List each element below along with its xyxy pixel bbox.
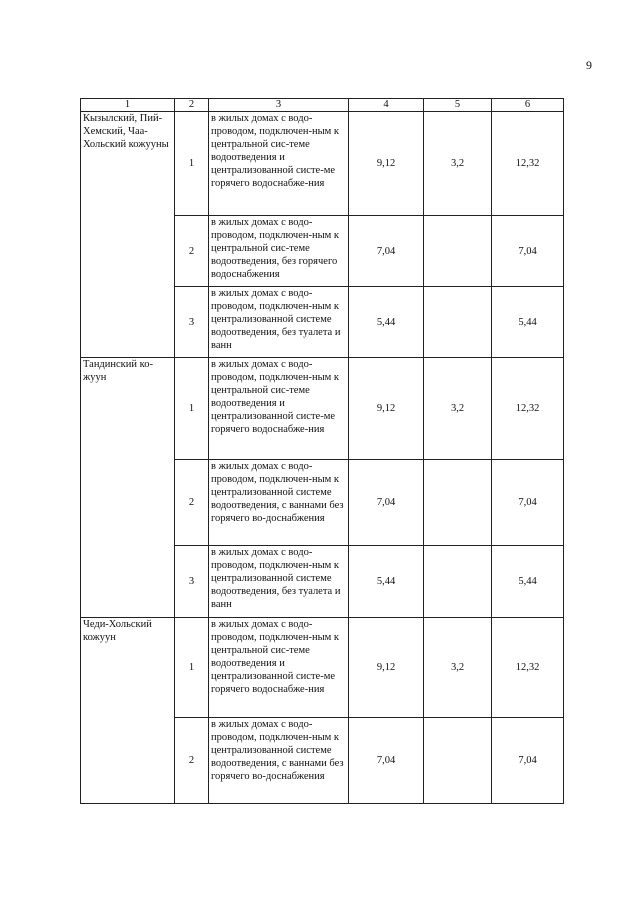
row-number: 1 [175, 618, 209, 718]
value-col6: 7,04 [492, 718, 564, 804]
value-col4: 5,44 [349, 546, 424, 618]
value-col4: 5,44 [349, 287, 424, 358]
col-header-2: 2 [175, 99, 209, 112]
row-number: 2 [175, 718, 209, 804]
value-col4: 7,04 [349, 460, 424, 546]
tariff-table [80, 98, 564, 804]
region-cell: Тандинский ко-жуун [81, 358, 175, 618]
row-number: 3 [175, 546, 209, 618]
value-col6: 12,32 [492, 618, 564, 718]
table-row [81, 112, 564, 216]
value-col4: 9,12 [349, 358, 424, 460]
value-col4: 7,04 [349, 216, 424, 287]
value-col6: 5,44 [492, 546, 564, 618]
value-col6: 5,44 [492, 287, 564, 358]
value-col5 [424, 718, 492, 804]
row-number: 1 [175, 112, 209, 216]
region-cell: Кызылский, Пий-Хемский, Чаа-Хольский кожууны [81, 112, 175, 358]
value-col6: 12,32 [492, 358, 564, 460]
page-number: 9 [586, 58, 592, 72]
col-header-4: 4 [349, 99, 424, 112]
col-header-6: 6 [492, 99, 564, 112]
col-header-5: 5 [424, 99, 492, 112]
table-row [81, 618, 564, 718]
value-col5 [424, 216, 492, 287]
value-col6: 7,04 [492, 216, 564, 287]
value-col6: 7,04 [492, 460, 564, 546]
value-col4: 9,12 [349, 112, 424, 216]
table-row [81, 358, 564, 460]
row-description: в жилых домах с водо-проводом, подключен-ным к центральной сис-теме водоотведения и централизованной систе-ме горячего водоснабже-ния [209, 112, 349, 216]
row-description: в жилых домах с водо-проводом, подключен-ным к централизованной системе водоотведения, без туалета и ванн [209, 546, 349, 618]
row-number: 3 [175, 287, 209, 358]
value-col6: 12,32 [492, 112, 564, 216]
value-col5: 3,2 [424, 358, 492, 460]
row-number: 2 [175, 216, 209, 287]
row-number: 1 [175, 358, 209, 460]
value-col4: 7,04 [349, 718, 424, 804]
region-cell: Чеди-Хольский кожуун [81, 618, 175, 804]
value-col5 [424, 546, 492, 618]
value-col5: 3,2 [424, 618, 492, 718]
row-description: в жилых домах с водо-проводом, подключен-ным к централизованной системе водоотведения, без туалета и ванн [209, 287, 349, 358]
row-description: в жилых домах с водо-проводом, подключен-ным к централизованной системе водоотведения, с ваннами без горячего во-доснабжения [209, 460, 349, 546]
value-col5 [424, 287, 492, 358]
value-col5: 3,2 [424, 112, 492, 216]
value-col4: 9,12 [349, 618, 424, 718]
header-row [81, 99, 564, 112]
row-description: в жилых домах с водо-проводом, подключен-ным к центральной сис-теме водоотведения, без горячего водоснабжения [209, 216, 349, 287]
row-description: в жилых домах с водо-проводом, подключен-ным к централизованной системе водоотведения, с ваннами без горячего во-доснабжения [209, 718, 349, 804]
row-number: 2 [175, 460, 209, 546]
row-description: в жилых домах с водо-проводом, подключен-ным к центральной сис-теме водоотведения и централизованной систе-ме горячего водоснабже-ния [209, 358, 349, 460]
col-header-1: 1 [81, 99, 175, 112]
row-description: в жилых домах с водо-проводом, подключен-ным к центральной сис-теме водоотведения и централизованной систе-ме горячего водоснабже-ния [209, 618, 349, 718]
value-col5 [424, 460, 492, 546]
col-header-3: 3 [209, 99, 349, 112]
